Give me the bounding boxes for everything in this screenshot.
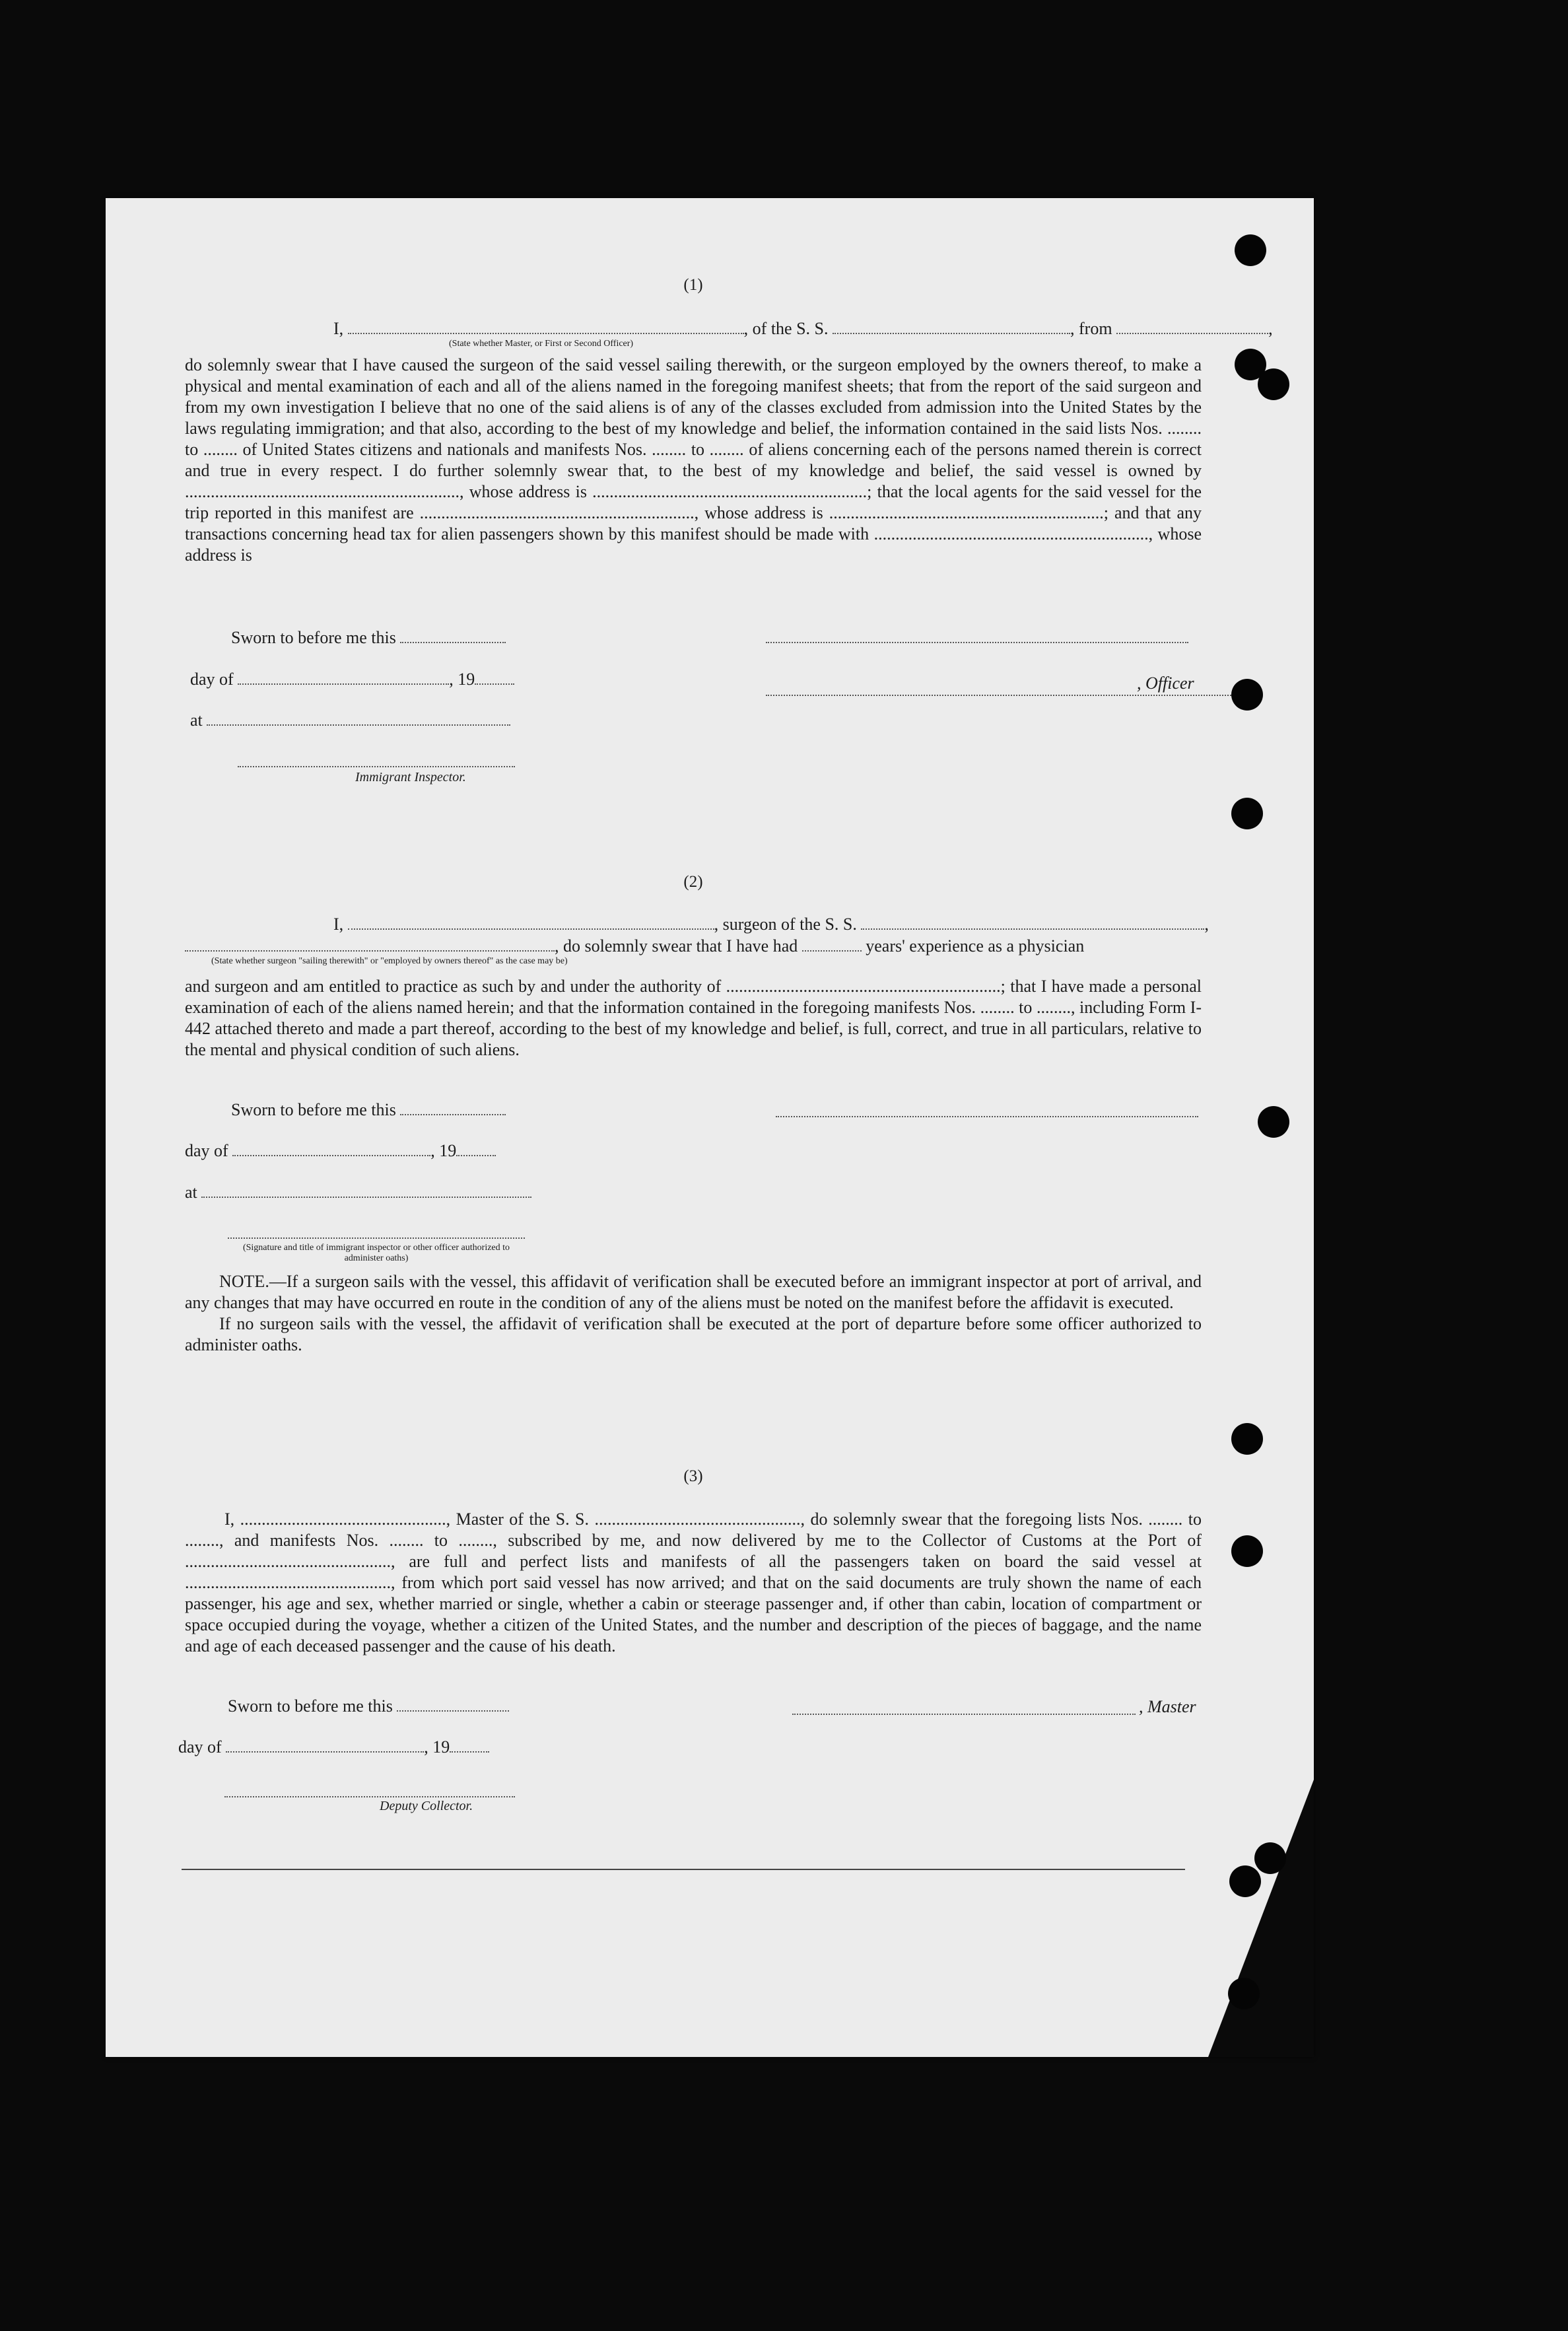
section-1-body — [185, 355, 1202, 566]
s2-year-field[interactable] — [456, 1142, 496, 1156]
s3-sworn-field[interactable] — [397, 1697, 509, 1712]
s2-surgeon-label: , surgeon of the S. S. — [714, 915, 857, 934]
s3-year-label: , 19 — [424, 1737, 450, 1757]
binder-hole — [1231, 1535, 1263, 1567]
s2-status-caption: (State whether surgeon "sailing therewith" or "employed by owners thereof" as the case may be) — [211, 956, 568, 966]
section-2-opening-line — [185, 914, 1209, 935]
s2-signature-line[interactable] — [776, 1116, 1198, 1117]
section-3-number: (3) — [683, 1467, 703, 1485]
s1-ship-field[interactable] — [833, 320, 1070, 334]
s3-year-field[interactable] — [450, 1738, 489, 1753]
section-3-body — [185, 1509, 1202, 1657]
s1-signature-line-top — [766, 642, 1188, 643]
s1-ship-label: , of the S. S. — [743, 319, 829, 338]
s1-rank-caption: (State whether Master, or First or Second Officer) — [449, 339, 634, 349]
s2-surgeon-name-field[interactable] — [348, 915, 714, 930]
s2-officer-line[interactable] — [228, 1237, 525, 1239]
s1-inspector-line[interactable] — [238, 766, 515, 767]
binder-hole — [1254, 1842, 1286, 1874]
s1-day-label: day of — [190, 670, 234, 689]
s1-inspector-label: Immigrant Inspector. — [355, 770, 466, 784]
torn-corner — [1208, 1780, 1314, 2057]
s2-officer-caption: (Signature and title of immigrant inspector or other officer authorized to administer oaths) — [242, 1243, 510, 1263]
s3-master-line[interactable] — [792, 1714, 1136, 1715]
bottom-rule — [182, 1869, 1185, 1870]
s1-comma: , — [1268, 319, 1273, 338]
s2-ship-field[interactable] — [861, 915, 1204, 930]
binder-hole — [1231, 679, 1263, 711]
s1-i-label: I, — [333, 319, 344, 338]
s2-i-label: I, — [333, 915, 344, 934]
section-2-second-line — [185, 936, 1202, 957]
s1-day-field[interactable] — [238, 670, 449, 685]
s1-oath-text: do solemnly swear that I have caused the surgeon of the said vessel sailing therewith, or the surgeon employed by the owners thereof, to make a physical and mental examination of each and all of the aliens named in the foregoing manifest sheets; that from the report of the said surgeon and from my own investigation I believe that no one of the said aliens is of any of the classes excluded from admission into the United States by the laws regulating immigration; and that also, according to the best of my knowledge and belief, the information contained in the said lists Nos. ........ to ........ of United States citizens and nationals and manifests Nos. ........ to ........ of aliens concerning each of the persons named therein is correct and true in every respect. I do further solemnly swear that, to the best of my knowledge and belief, the said vessel is owned by ................................................................, whose address is ................................................................; that the local agents for the said vessel for the trip reported in this manifest are ................................................................, whose address is ................................................................; and that any transactions concerning head tax for alien passengers shown by this manifest should be made with ................................................................, whose address is — [185, 355, 1202, 565]
s2-oath-text: and surgeon and am entitled to practice as such by and under the authority of ................................................................; that I have made a personal examination of each of the aliens named herein; and that the information contained in the foregoing manifests Nos. ........ to ........, including Form I-442 attached thereto and made a part thereof, according to the best of my knowledge and belief, is full, correct, and true in all particulars, relative to the mental and physical condition of such aliens. — [185, 977, 1202, 1059]
s2-note-1: NOTE.—If a surgeon sails with the vessel, this affidavit of verification shall be executed before an immigrant inspector at port of arrival, and any changes that may have occurred en route in the condition of any of the aliens must be noted on the manifest before the affidavit is executed. — [185, 1272, 1202, 1312]
binder-hole — [1228, 1978, 1260, 2009]
section-2-notes — [185, 1271, 1202, 1356]
section-2-number: (2) — [683, 873, 703, 891]
s1-at-field[interactable] — [207, 711, 510, 726]
s1-year-label: , 19 — [449, 670, 475, 689]
binder-hole — [1231, 1423, 1263, 1455]
s2-comma: , — [1204, 915, 1209, 934]
s1-officer-line[interactable] — [766, 695, 1241, 696]
document-page — [106, 198, 1314, 2057]
s1-sworn-field[interactable] — [400, 629, 506, 643]
s3-collector-line[interactable] — [224, 1796, 515, 1797]
s3-day-label: day of — [178, 1737, 222, 1757]
s2-at-label: at — [185, 1183, 197, 1202]
binder-hole — [1231, 798, 1263, 829]
s2-year-label: , 19 — [430, 1141, 457, 1160]
s3-sworn-label: Sworn to before me this — [228, 1696, 393, 1716]
s3-oath-text: I, ................................................, Master of the S. S. ................................................, do solemnly swear that the foregoing lists Nos. ........ to ........, and manifests Nos. ........ to ........, subscribed by me, and now delivered by me to the Collector of Customs at the Port of ................................................, are full and perfect lists and manifests of all the passengers taken on board the said vessel at ................................................, from which port said vessel has now arrived; and that on the said documents are truly shown the name of each passenger, his age and sex, whether married or single, whether a cabin or steerage passenger and, if other than cabin, location of compartment or space occupied during the voyage, whether a citizen of the United States, and the number and description of the pieces of baggage, and the name and age of each deceased passenger and the cause of his death. — [185, 1510, 1202, 1655]
binder-hole — [1258, 1106, 1289, 1138]
s1-from-field[interactable] — [1116, 320, 1268, 334]
s2-experience-label: , do solemnly swear that I have had — [555, 936, 798, 956]
s2-years-field[interactable] — [802, 937, 862, 952]
binder-hole — [1235, 234, 1266, 266]
s2-at-field[interactable] — [201, 1183, 531, 1198]
s1-year-field[interactable] — [475, 670, 514, 685]
s3-master-label: , Master — [1139, 1697, 1196, 1716]
s2-day-label: day of — [185, 1141, 228, 1160]
s3-day-field[interactable] — [226, 1738, 424, 1753]
s2-sworn-field[interactable] — [400, 1101, 506, 1115]
s1-officer-label: , Officer — [1137, 674, 1194, 693]
s2-note-2: If no surgeon sails with the vessel, the affidavit of verification shall be executed at the port of departure before some officer authorized to administer oaths. — [185, 1314, 1202, 1354]
binder-hole — [1258, 368, 1289, 400]
section-1-number: (1) — [683, 276, 703, 294]
s1-rank-field[interactable] — [348, 320, 744, 334]
s2-day-field[interactable] — [232, 1142, 430, 1156]
s3-collector-label: Deputy Collector. — [380, 1799, 473, 1813]
s2-physician-label: years' experience as a physician — [866, 936, 1085, 956]
s2-sworn-label: Sworn to before me this — [231, 1100, 396, 1119]
s1-at-label: at — [190, 711, 203, 730]
s1-sworn-label: Sworn to before me this — [231, 628, 396, 647]
s2-status-field[interactable] — [185, 937, 555, 952]
binder-hole — [1229, 1865, 1261, 1897]
section-2-body — [185, 976, 1202, 1061]
s1-from-label: , from — [1070, 319, 1112, 338]
section-1-opening-line — [185, 318, 1273, 339]
